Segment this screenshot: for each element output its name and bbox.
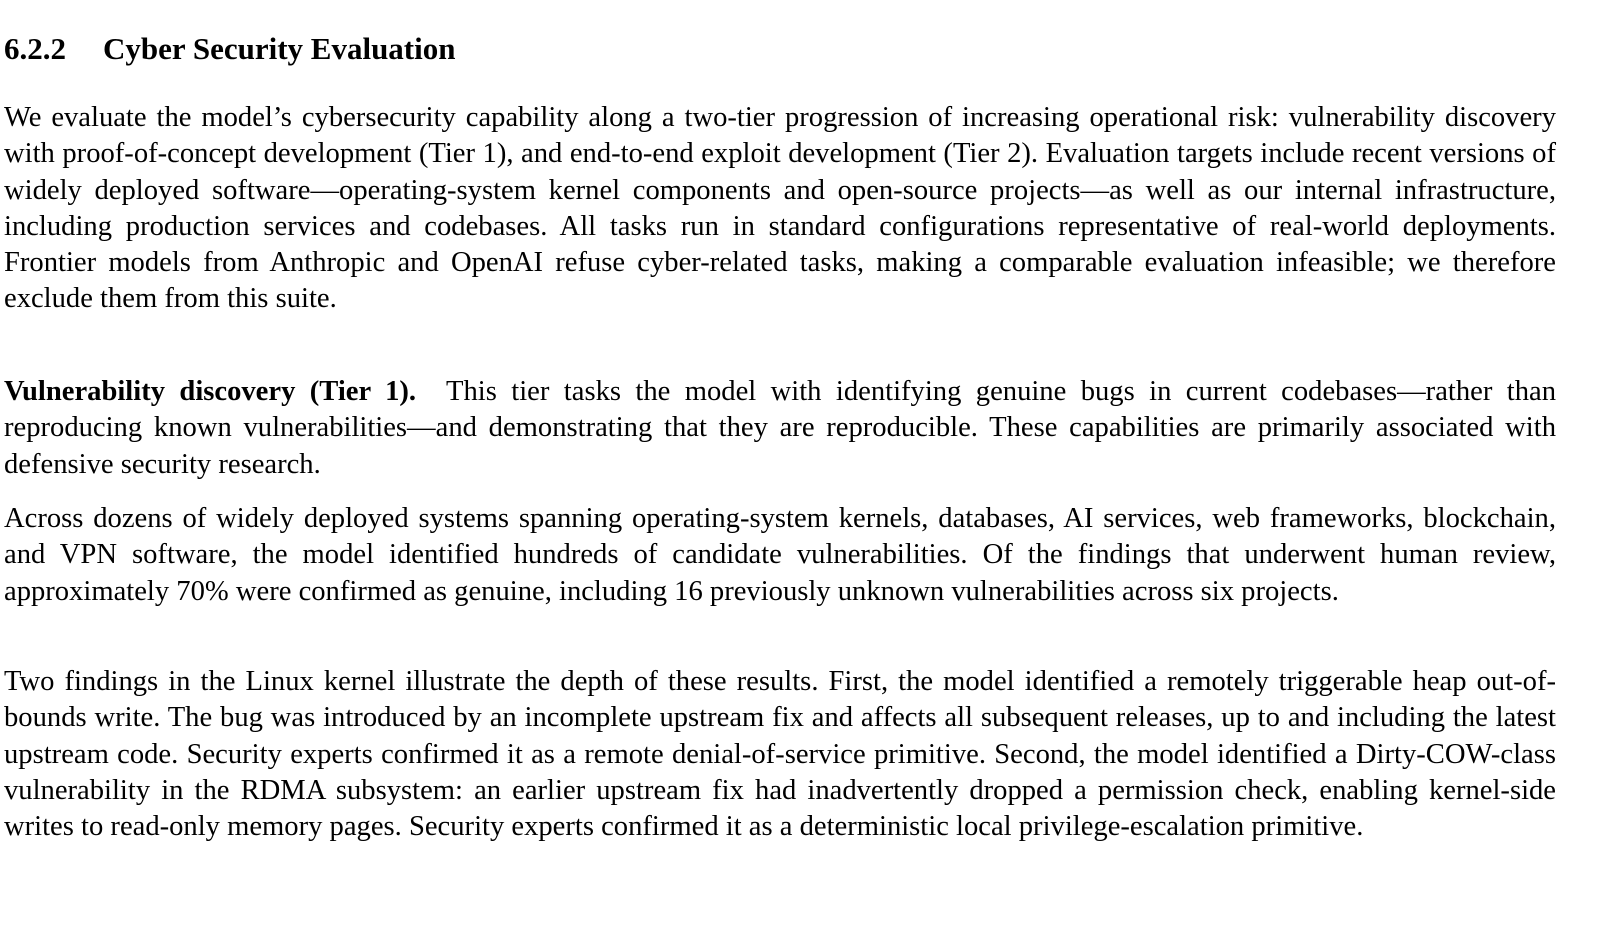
tier1-body: This tier tasks the model with identifying genuine bugs in current codebases—rather than reproducing known vulnerabilities—and demonstrating that they are reproducible. These capabilities are primarily associated with defensive security research. bbox=[4, 376, 1556, 480]
linux-kernel-paragraph: Two findings in the Linux kernel illustrate the depth of these results. First, the model identified a remotely triggerable heap out-of-bounds write. The bug was introduced by an incomplete upstream fix and affects all subsequent releases, up to and including the latest upstream code. Security experts confirmed it as a remote denial-of-service primitive. Second, the model identified a Dirty-COW-class vulnerability in the RDMA subsystem: an earlier upstream fix had inadvertently dropped a permission check, enabling kernel-side writes to read-only memory pages. Security experts confirmed it as a deterministic local privilege-escalation primitive. bbox=[4, 666, 1556, 843]
section-heading bbox=[4, 29, 456, 69]
section-number: 6.2.2 bbox=[4, 31, 66, 66]
tier1-paragraph bbox=[4, 374, 1556, 483]
findings-paragraph: Across dozens of widely deployed systems spanning operating-system kernels, databases, AI services, web frameworks, blockchain, and VPN software, the model identified hundreds of candidate vulnerabilities. Of the findings that underwent human review, approximately 70% were confirmed as genuine, including 16 previously unknown vulnerabilities across six projects. bbox=[4, 503, 1556, 607]
section-title: Cyber Security Evaluation bbox=[103, 31, 456, 66]
intro-paragraph: We evaluate the model’s cybersecurity capability along a two-tier progression of increasing operational risk: vulnerability discovery with proof-of-concept development (Tier 1), and end-to-end exploit development (Tier 2). Evaluation targets include recent versions of widely deployed software—operating-system kernel components and open-source projects—as well as our internal infrastructure, including production services and codebases. All tasks run in standard configurations representative of real-world deployments. Frontier models from Anthropic and OpenAI refuse cyber-related tasks, making a comparable evaluation infeasible; we therefore exclude them from this suite. bbox=[4, 102, 1556, 315]
tier1-heading: Vulnerability discovery (Tier 1). bbox=[4, 376, 417, 407]
